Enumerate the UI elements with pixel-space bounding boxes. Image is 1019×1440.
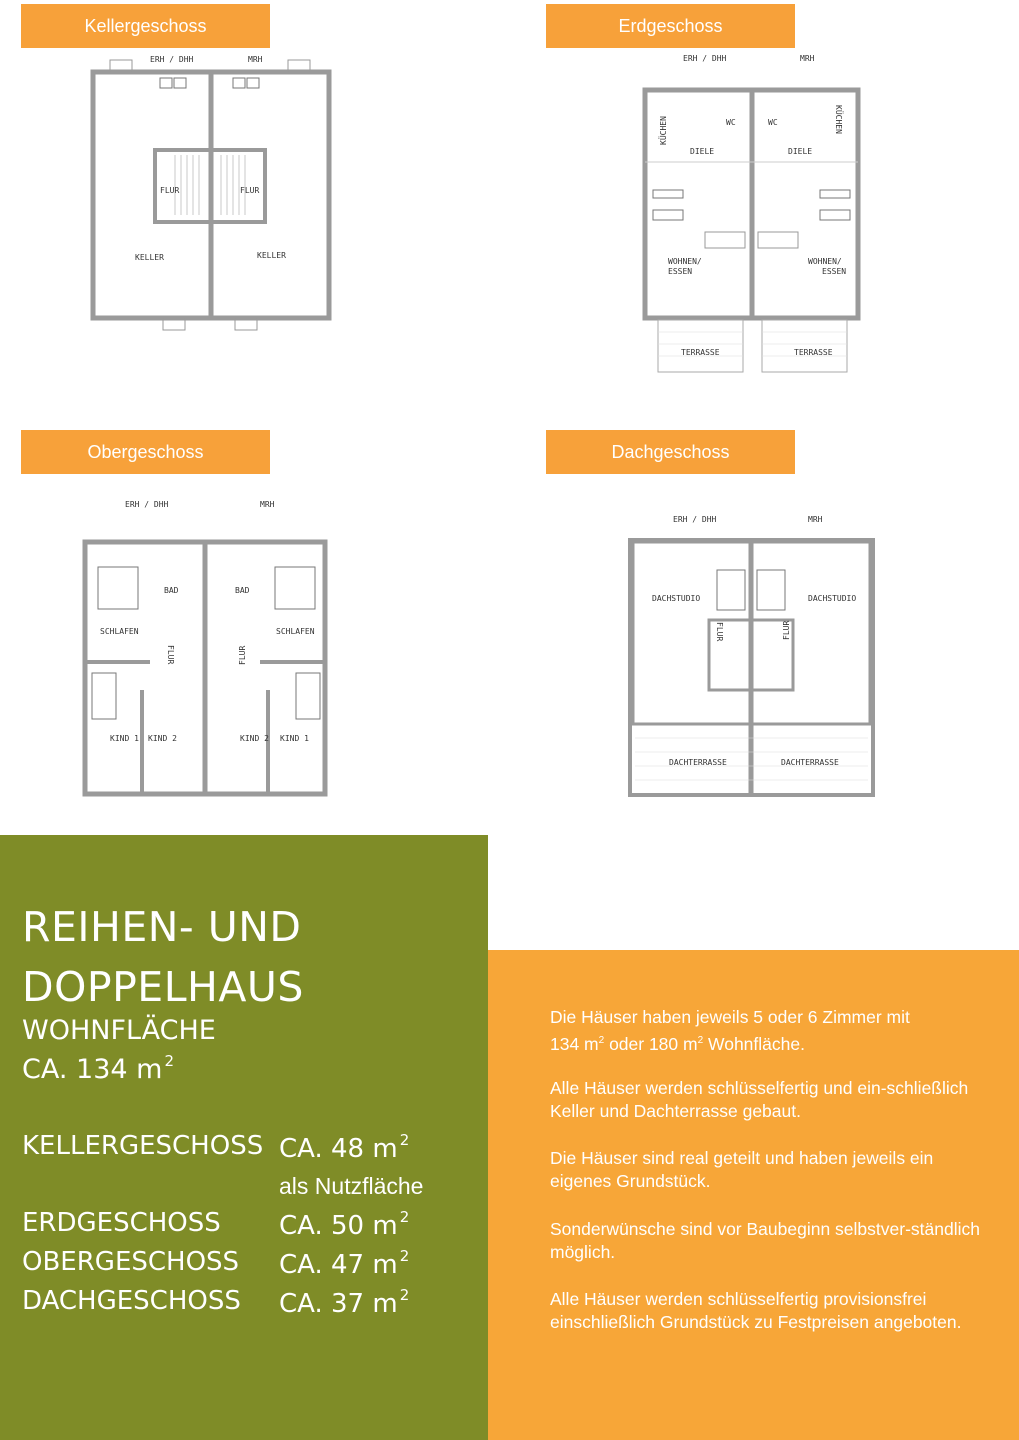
- label-dachterrasse-left: DACHTERRASSE: [669, 758, 727, 767]
- label-essen-right: ESSEN: [822, 267, 847, 276]
- label-mrh: MRH: [808, 515, 823, 524]
- label-erh: ERH / DHH: [683, 54, 727, 63]
- info-paragraph-3: Die Häuser sind real geteilt und haben jeweils ein eigenes Grundstück.: [550, 1148, 934, 1191]
- label-terrasse-left: TERRASSE: [681, 348, 720, 357]
- label-bad-right: BAD: [235, 586, 250, 595]
- label-erh: ERH / DHH: [150, 55, 194, 64]
- label-wc-left: WC: [726, 118, 736, 127]
- label-diele-right: DIELE: [788, 147, 813, 156]
- label-flur-right: FLUR: [782, 620, 791, 640]
- title-line-2: DOPPELHAUS: [22, 963, 304, 1011]
- tab-dachgeschoss: [546, 430, 795, 474]
- label-dachstudio-right: DACHSTUDIO: [808, 594, 857, 603]
- summary-panel: [0, 835, 488, 1440]
- label-kind2-right: KIND 2: [240, 734, 269, 743]
- erdgeschoss-label: ERDGESCHOSS: [22, 1208, 221, 1238]
- obergeschoss-area: CA. 47 m $^2$: [279, 1247, 410, 1280]
- label-mrh: MRH: [800, 54, 815, 63]
- label-erh: ERH / DHH: [673, 515, 717, 524]
- label-flur-right: FLUR: [238, 645, 247, 665]
- dachgeschoss-title: Dachgeschoss: [611, 441, 730, 462]
- label-mrh: MRH: [248, 55, 263, 64]
- label-bad-left: BAD: [164, 586, 179, 595]
- label-mrh: MRH: [260, 500, 275, 509]
- label-wohnen-right: WOHNEN/: [808, 257, 842, 266]
- label-keller-left: KELLER: [135, 253, 164, 262]
- label-kind1-left: KIND 1: [110, 734, 139, 743]
- label-kuechen-left: KÜCHEN: [659, 116, 668, 145]
- obergeschoss-label: OBERGESCHOSS: [22, 1247, 240, 1277]
- tab-kellergeschoss: [21, 4, 270, 48]
- obergeschoss-plan: [80, 495, 330, 800]
- label-terrasse-right: TERRASSE: [794, 348, 833, 357]
- label-wohnen-left: WOHNEN/: [668, 257, 702, 266]
- label-wc-right: WC: [768, 118, 778, 127]
- dachgeschoss-label: DACHGESCHOSS: [22, 1286, 241, 1316]
- label-kuechen-right: KÜCHEN: [834, 105, 843, 134]
- label-diele-left: DIELE: [690, 147, 715, 156]
- label-flur-left: FLUR: [715, 622, 724, 642]
- kellergeschoss-area: CA. 48 m $^2$: [279, 1131, 410, 1164]
- label-dachterrasse-right: DACHTERRASSE: [781, 758, 839, 767]
- label-schlafen-left: SCHLAFEN: [100, 627, 139, 636]
- obergeschoss-title: Obergeschoss: [87, 441, 204, 462]
- info-paragraph-5: Alle Häuser werden schlüsselfertig provisionsfrei einschließlich Grundstück zu Festpreisen angeboten.: [550, 1289, 962, 1332]
- label-flur-left: FLUR: [160, 186, 180, 195]
- erdgeschoss-plan: [640, 50, 865, 380]
- info-paragraph-4: Sonderwünsche sind vor Baubeginn selbstver-ständlich möglich.: [550, 1219, 980, 1262]
- label-flur-left: FLUR: [166, 645, 175, 665]
- wohnflaeche-label: WOHNFLÄCHE: [22, 1015, 216, 1046]
- label-erh: ERH / DHH: [125, 500, 169, 509]
- kellergeschoss-title: Kellergeschoss: [84, 15, 207, 36]
- info-paragraph-1: Die Häuser haben jeweils 5 oder 6 Zimmer mit 134 $m^2$ oder 180 $m^2$ Wohnfläche.: [550, 1007, 910, 1054]
- erdgeschoss-area: CA. 50 m $^2$: [279, 1208, 410, 1241]
- dachgeschoss-plan: [625, 510, 880, 800]
- wohnflaeche-value: CA. 134 m $^2$: [22, 1052, 174, 1085]
- label-schlafen-right: SCHLAFEN: [276, 627, 315, 636]
- erdgeschoss-title: Erdgeschoss: [618, 15, 723, 36]
- label-kind1-right: KIND 1: [280, 734, 309, 743]
- label-dachstudio-left: DACHSTUDIO: [652, 594, 701, 603]
- kellergeschoss-plan: [85, 50, 335, 335]
- tab-erdgeschoss: [546, 4, 795, 48]
- kellergeschoss-label: KELLERGESCHOSS: [22, 1131, 264, 1161]
- info-paragraph-2: Alle Häuser werden schlüsselfertig und ein-schließlich Keller und Dachterrasse gebaut.: [550, 1078, 969, 1121]
- label-keller-right: KELLER: [257, 251, 286, 260]
- tab-obergeschoss: [21, 430, 270, 474]
- title-line-1: REIHEN- UND: [22, 903, 302, 951]
- dachgeschoss-area: CA. 37 m $^2$: [279, 1286, 410, 1319]
- info-panel: [488, 950, 1019, 1440]
- label-kind2-left: KIND 2: [148, 734, 177, 743]
- label-flur-right: FLUR: [240, 186, 260, 195]
- nutzflaeche-note: als Nutzfläche: [279, 1173, 424, 1199]
- label-essen-left: ESSEN: [668, 267, 693, 276]
